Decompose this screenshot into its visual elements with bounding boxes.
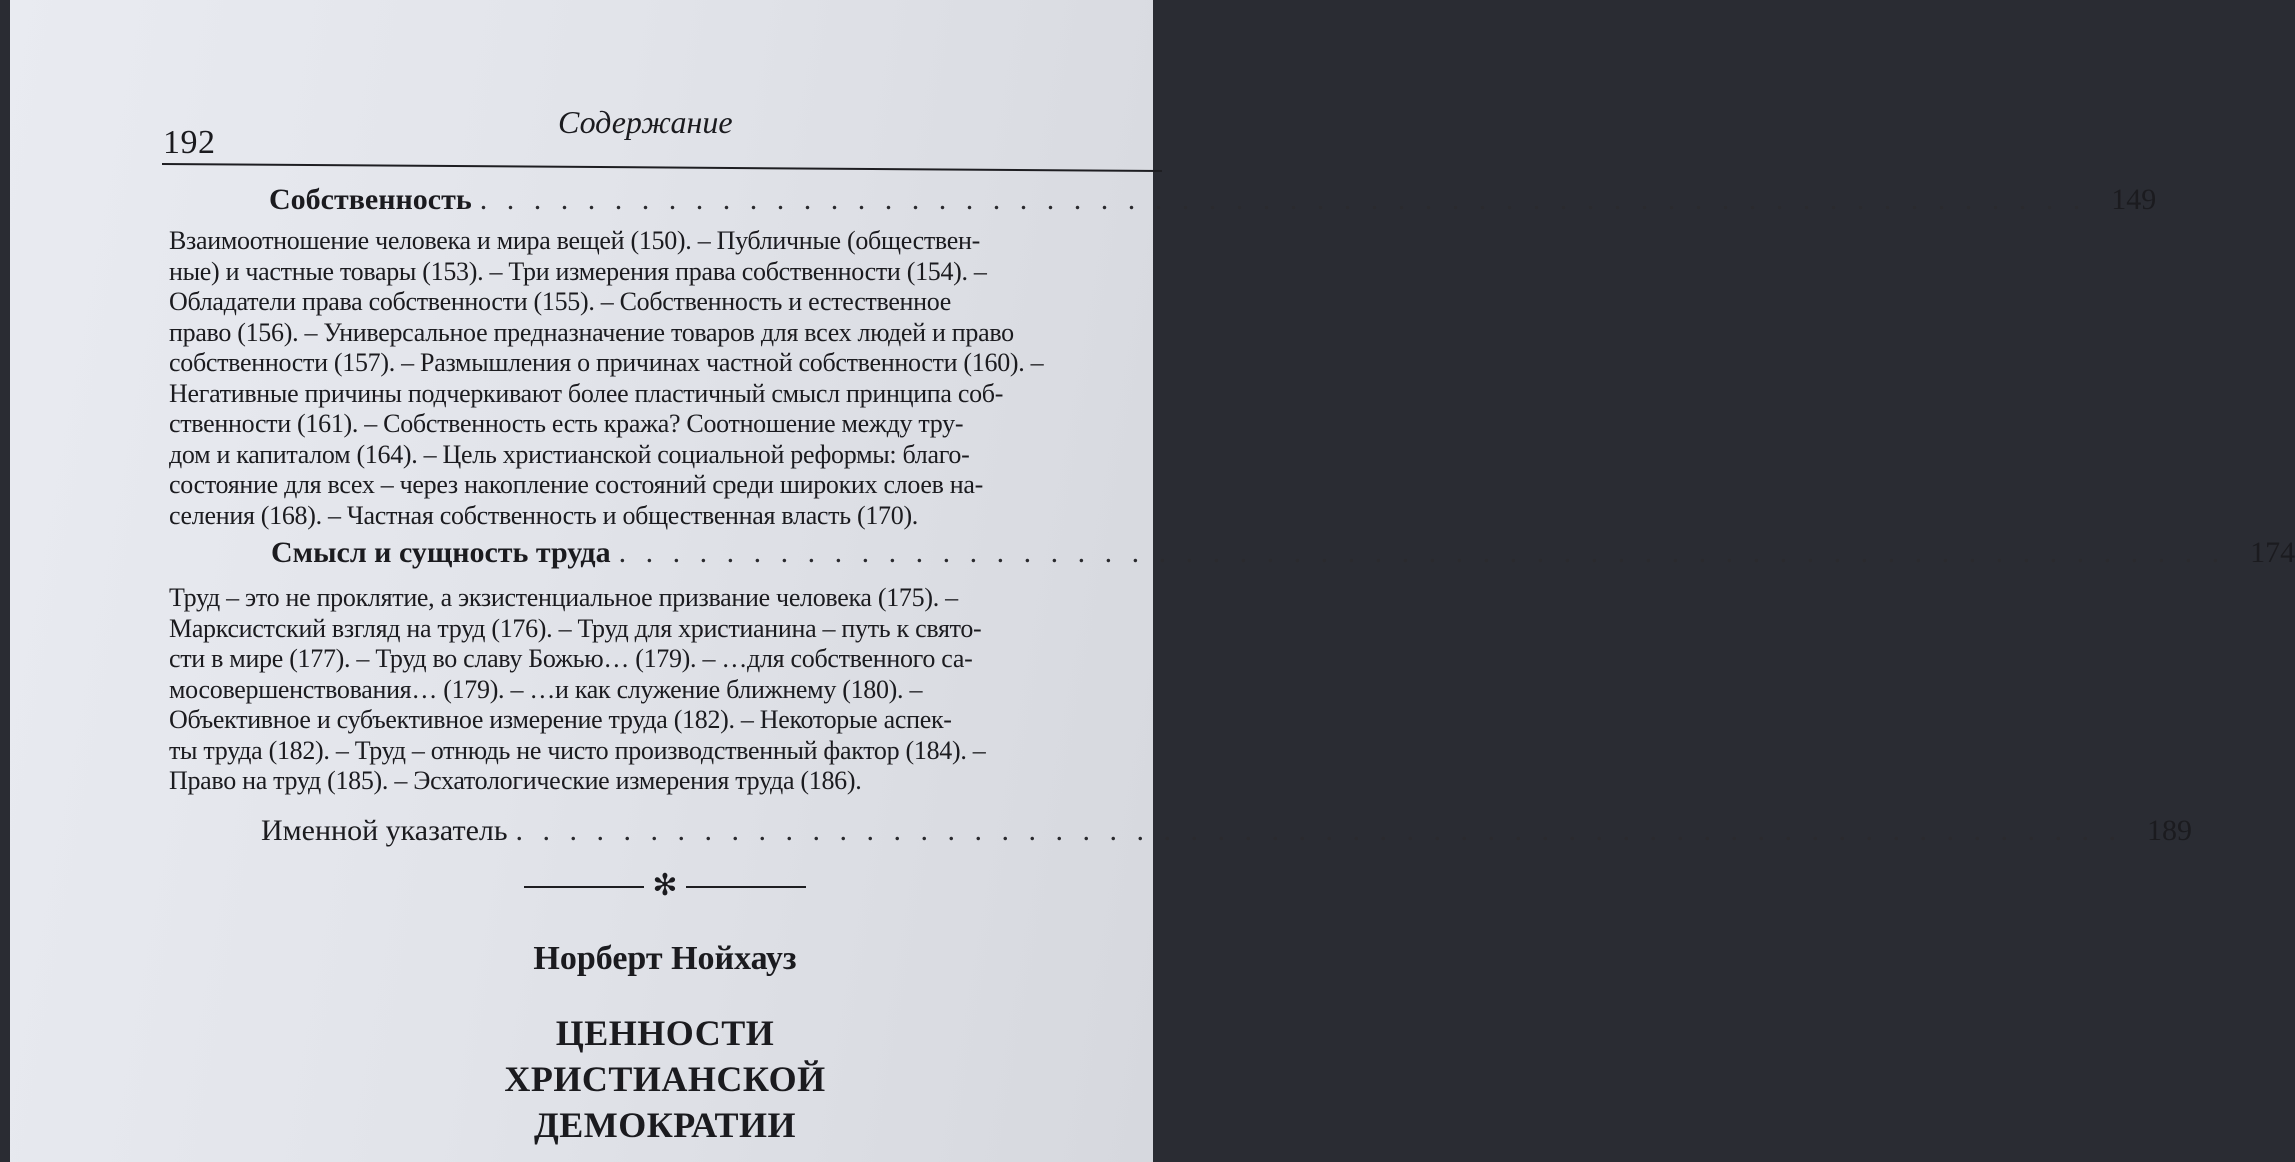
book-title-line: ЦЕННОСТИ [555,1013,775,1053]
toc-entry-abstract [169,226,1059,531]
ornament-line-right [686,886,806,888]
toc-entry-page: 174 [2250,536,2295,569]
abstract-line: ные) и частные товары (153). – Три измерения права собственности (154). – [169,256,987,286]
toc-entry-name-index[interactable] [163,811,2193,851]
abstract-line: ственности (161). – Собственность есть кража? Соотношение между тру- [169,409,964,438]
dot-leader: . . . . . . . . . . . . . . . . . . . . . . . . . . . . . . . . . . . . . . . . . . . . . . . . . . . . . . . . . . . . [618,536,2226,569]
dot-leader: . . . . . . . . . . . . . . . . . . . . . . . . . . . . . . . . . . . . . . . . . . . . . . . . . . . . . . . . . . . . [479,183,2087,216]
toc-entry-title: Собственность [269,183,472,216]
section-ornament [524,869,806,902]
abstract-line: Обладатели права собственности (155). – Собственность и естественное [169,287,952,316]
abstract-line: Объективное и субъективное измерение труда (182). – Некоторые аспек- [169,705,952,734]
abstract-line: селения (168). – Частная собственность и общественная власть (170). [169,500,919,530]
abstract-line: Марксистский взгляд на труд (176). – Труд для христианина – путь к свято- [169,613,982,643]
running-title: Содержание [558,104,733,140]
abstract-line: мосовершенствования… (179). – …и как служение ближнему (180). – [169,674,923,704]
book-title-line: ДЕМОКРАТИИ [533,1105,797,1145]
toc-entry-page: 149 [2111,183,2157,216]
dot-leader: . . . . . . . . . . . . . . . . . . . . . . . . . . . . . . . . . . . . . . . . . . . . . . . . . . . . . . . . . . . . [515,813,2123,847]
abstract-line: собственности (157). – Размышления о причинах частной собственности (160). – [169,348,1044,377]
toc-entry-labour[interactable] [163,533,2295,573]
abstract-line: Труд – это не проклятие, а экзистенциальное призвание человека (175). – [169,583,958,612]
abstract-line: ты труда (182). – Труд – отнюдь не чисто производственный фактор (184). – [169,735,986,765]
book-author: Норберт Нойхауз [533,940,797,977]
table-of-contents [163,180,2295,851]
abstract-line: право (156). – Универсальное предназначение товаров для всех людей и право [169,317,1014,347]
ornament-line-left [524,886,644,888]
book-title [10,1010,1320,1148]
abstract-line: Взаимоотношение человека и мира вещей (150). – Публичные (обществен- [169,226,980,255]
asterisk-ornament-icon: ✻ [652,869,678,902]
page-number: 192 [163,124,216,161]
toc-entry-abstract [169,583,1059,797]
abstract-line: Право на труд (185). – Эсхатологические измерения труда (186). [169,766,862,795]
abstract-line: Негативные причины подчеркивают более пластичный смысл принципа соб- [169,378,1004,408]
abstract-line: состояние для всех – через накопление состояний среди широких слоев на- [169,470,984,499]
toc-entry-page: 189 [2147,813,2193,847]
toc-entry-title: Смысл и сущность труда [271,536,611,569]
book-title-line: ХРИСТИАНСКОЙ [504,1059,826,1099]
toc-entry-title: Именной указатель [261,813,508,847]
book-page [10,0,2295,1162]
abstract-line: дом и капиталом (164). – Цель христианской социальной реформы: благо- [169,439,970,469]
abstract-line: сти в мире (177). – Труд во славу Божью… (179). – …для собственного са- [169,644,973,673]
toc-entry-property[interactable] [163,180,2157,220]
